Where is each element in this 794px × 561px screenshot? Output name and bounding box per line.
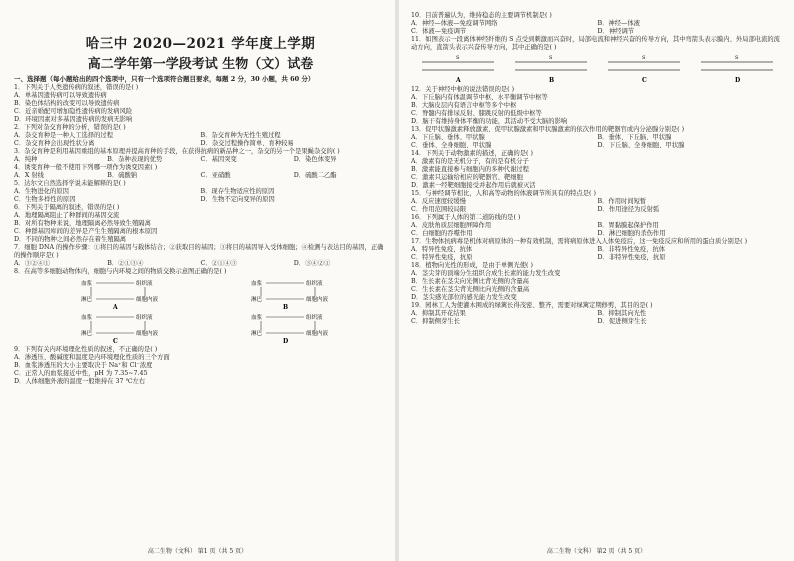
- diagram-term: 血浆: [250, 281, 262, 288]
- diagram-term: 血浆: [80, 281, 92, 288]
- answer-option: A．下丘脑内有体温调节中枢、水平衡调节中枢等: [411, 94, 548, 101]
- diagram-term: 组织液: [135, 315, 153, 322]
- exam-subtitle: 高二学年第一学段考试 生物（文）试卷: [87, 57, 314, 72]
- answer-option: D．脑干有维持身体平衡的功能，其活动不受大脑的影响: [411, 118, 568, 125]
- question-options: [411, 246, 784, 262]
- answer-option: C．亚硝酸: [200, 172, 231, 180]
- answer-option: C．②①④③: [200, 260, 237, 268]
- question-item: [411, 238, 784, 262]
- answer-option: A．茎尖芽的顶端分生组织合成生长素的能力发生改变: [411, 270, 561, 277]
- question-item: [14, 346, 387, 386]
- question-stem: 11．如图表示一段离体神经纤维的 S 点受到刺激而兴奋时，局部电流和神经兴奋的传导方向，其中弯箭头表示膜内、外局部电流的流动方向，直箭头表示兴奋传导方向，其中正确的是( ): [411, 36, 780, 51]
- answer-option: C．基因突变: [200, 156, 237, 164]
- question-stem: 2．下列对杂交育种的分析，错误的是( ): [14, 124, 126, 132]
- answer-option: D．激素一经靶细胞接受并起作用后就被灭活: [411, 182, 536, 189]
- answer-option: C．作用范围较局限: [411, 206, 467, 213]
- question-item: [14, 180, 387, 204]
- nerve-fiber-figure: [604, 54, 684, 84]
- question-options: [411, 270, 784, 302]
- answer-option: D．淋巴细胞的杀伤作用: [597, 230, 666, 237]
- answer-option: C．种群基因库间的差异是产生生殖隔离的根本原因: [14, 228, 158, 236]
- question-stem: 10．目前普遍认为，维持稳态的主要调节机制是( ): [411, 12, 552, 19]
- diagram-option-label: A: [112, 304, 118, 312]
- question-stem: 19．园林工人为使灌木围成的绿篱长得茂密、整齐，需要对绿篱定期修剪，其目的是( ): [411, 302, 653, 309]
- question-options: [14, 132, 387, 148]
- answer-option: A．地理隔离阻止了种群间的基因交流: [14, 212, 120, 220]
- stimulus-point-label: S: [642, 55, 646, 61]
- diagram-term: 细胞内液: [305, 297, 328, 304]
- exchange-diagram-option: [211, 277, 361, 311]
- diagram-term: 细胞内液: [135, 331, 158, 338]
- answer-option: A．皮肤角质层细胞屏障作用: [411, 222, 492, 229]
- figure-option-label: A: [455, 77, 461, 84]
- answer-option: A．X 射线: [14, 172, 44, 180]
- diagram-term: 血浆: [250, 315, 262, 322]
- stimulus-point-label: S: [455, 55, 460, 61]
- section-instructions: 一、选择题（每小题给出的四个选项中，只有一个选项符合题目要求，每题 2 分，30 小题，共 60 分）: [14, 75, 315, 83]
- answer-option: B．杂交育种为无性生殖过程: [200, 132, 281, 140]
- question-stem: 6．下列关于隔离的叙述，错误的是( ): [14, 204, 120, 212]
- diagram-term: 组织液: [135, 281, 153, 288]
- answer-option: B．大脑皮层内有语言中枢等多个中枢: [411, 102, 517, 109]
- question-stem: 7．细胞 DNA 的操作步骤：①将目的基因与载体结合；②获取目的基因；③将目的基因导入受体细胞；④检测与表达目的基因，正确的操作顺序是( ): [14, 244, 384, 260]
- question-item: [14, 148, 387, 164]
- answer-option: A．反应速度较缓慢: [411, 198, 466, 205]
- answer-option: C．抑制侧芽生长: [411, 318, 460, 325]
- answer-option: D．促进侧芽生长: [597, 318, 647, 325]
- diagram-term: 组织液: [305, 281, 323, 288]
- answer-option: A．渗透压、酸碱度和温度是内环境理化性质的三个方面: [14, 354, 170, 362]
- nerve-fiber-figure: [418, 54, 498, 84]
- answer-option: B．神经—体液: [597, 20, 640, 27]
- question-item: [14, 268, 387, 276]
- question-stem: 4．诱变育种一般不使用下列哪一项作为诱变因素( ): [14, 164, 158, 172]
- answer-option: C．体液—免疫调节: [411, 28, 467, 35]
- answer-option: C．生物多样性的原因: [14, 196, 76, 204]
- nerve-fiber-figure: [511, 54, 591, 84]
- exchange-diagram-option: [41, 277, 191, 311]
- question-stem: 17．生物体抗病毒是机体对病原体的一种有效机制，需将病原体进入人体免疫后，这一免疫反应和所用的蛋白质分别是( ): [411, 238, 748, 245]
- answer-option: C．近亲婚配可增加隐性遗传病的发病风险: [14, 108, 133, 116]
- question-item: [411, 190, 784, 214]
- question-stem: 14．下列关于动物激素的描述，正确的是( ): [411, 150, 533, 157]
- question-item: [14, 124, 387, 148]
- answer-option: A．单基因遗传病可以导致遗传病: [14, 92, 107, 100]
- left-question-list: [14, 84, 387, 386]
- answer-option: A．纯种: [14, 156, 38, 164]
- question-item: [14, 164, 387, 180]
- question-options: [411, 222, 784, 238]
- answer-option: B．血浆渗透压的大小主要取决于 Na⁺和 Cl⁻浓度: [14, 362, 153, 370]
- question-item: [411, 302, 784, 326]
- answer-option: A．神经—体液—免疫调节网络: [411, 20, 498, 27]
- question-options: [411, 94, 784, 126]
- answer-option: C．脊髓内有排尿反射、膝跳反射的低级中枢等: [411, 110, 542, 117]
- answer-option: B．②①③④: [107, 260, 144, 268]
- exchange-diagram-option: [41, 311, 191, 345]
- figure-option-label: C: [642, 77, 647, 84]
- answer-option: D．杂交过程操作简单、育种较易: [200, 140, 294, 148]
- diagram-term: 细胞内液: [135, 297, 158, 304]
- answer-option: A．抑制其开花结果: [411, 310, 466, 317]
- left-page: [0, 0, 395, 561]
- answer-option: B．生长素在茎尖向光侧比背光侧的含量高: [411, 278, 529, 285]
- answer-option: B．对所有物种来说，地理隔离必然导致生殖隔离: [14, 220, 151, 228]
- answer-option: B．现存生物适应性的原因: [200, 188, 275, 196]
- answer-option: D．环境因素对多基因遗传病的发病无影响: [14, 116, 133, 124]
- answer-option: A．生物进化的原因: [14, 188, 69, 196]
- question-stem: 5．达尔文自然选择学说未能解释的是( ): [14, 180, 126, 188]
- answer-option: C．正常人的血浆接近中性，pH 为 7.35~7.45: [14, 370, 148, 378]
- diagram-term: 细胞内液: [305, 331, 328, 338]
- right-page: [399, 0, 794, 561]
- question-stem: 1．下列关于人类遗传病的叙述，错误的是( ): [14, 84, 139, 92]
- question-options: [411, 310, 784, 326]
- exchange-diagram-option: [211, 311, 361, 345]
- question-stem: 12．关于神经中枢的说法错误的是( ): [411, 86, 515, 93]
- answer-option: C．白细胞的吞噬作用: [411, 230, 473, 237]
- answer-option: A．杂交育种是一种人工选择的过程: [14, 132, 114, 140]
- question-options: [14, 92, 387, 124]
- answer-option: B．杂种表现的优势: [107, 156, 163, 164]
- right-question-list: [411, 12, 784, 326]
- question-stem: 16．下列属于人体的第二道防线的是( ): [411, 214, 521, 221]
- question-item: [14, 84, 387, 124]
- question-options: [14, 212, 387, 244]
- question-stem: 15．与神经调节相比，人和高等动物的体液调节所具有的特点是( ): [411, 190, 596, 197]
- diagram-term: 淋巴: [250, 297, 262, 304]
- question-item: [411, 262, 784, 302]
- answer-option: C．特异性免疫，抗原: [411, 254, 473, 261]
- nerve-fiber-figures: [411, 54, 784, 84]
- question-stem: 8．在高等多细胞动物体内，细胞与内环境之间的物质交换示意图正确的是( ): [14, 268, 227, 276]
- answer-option: C．垂体、全身细胞、甲状腺: [411, 142, 492, 149]
- answer-option: D．染色体变异: [293, 156, 337, 164]
- answer-option: D．下丘脑、全身细胞、甲状腺: [597, 142, 685, 149]
- question-item: [14, 204, 387, 244]
- answer-option: B．染色体结构的改变可以导致遗传病: [14, 100, 120, 108]
- answer-option: B．垂体、下丘脑、甲状腺: [597, 134, 672, 141]
- answer-option: C．激素只运输给相应的靶器官、靶细胞: [411, 174, 523, 181]
- answer-option: D．不同的物种之间必然存在着生殖隔离: [14, 236, 127, 244]
- answer-option: C．生长素在茎尖背光侧比向光侧的含量高: [411, 286, 530, 293]
- question-options: [411, 198, 784, 214]
- question-stem: 13．促甲状腺激素释放激素、促甲状腺激素和甲状腺激素的依次作用的靶器官或内分泌腺分别是( ): [411, 126, 685, 133]
- answer-option: D．硫酸二乙酯: [293, 172, 337, 180]
- answer-option: A．激素有的是无机分子，有的是有机分子: [411, 158, 529, 165]
- question-item: [411, 150, 784, 190]
- diagram-term: 淋巴: [80, 297, 92, 304]
- answer-option: D．人体细胞外液的温度一般维持在 37 ℃左右: [14, 378, 146, 386]
- question-options: [411, 20, 784, 36]
- question-item: [411, 86, 784, 126]
- diagram-term: 淋巴: [250, 331, 262, 338]
- question-item: [411, 214, 784, 238]
- question-options: [411, 134, 784, 150]
- question-item: [411, 12, 784, 36]
- figure-option-label: B: [548, 77, 554, 84]
- answer-option: D．生物不定向变异的原因: [200, 196, 275, 204]
- question-options: [411, 158, 784, 190]
- answer-option: D．作用途径为反射弧: [597, 206, 660, 213]
- page-footer: 高二生物（文科） 第2 页（共 5 页）: [546, 548, 647, 555]
- question-item: [14, 244, 387, 268]
- diagram-term: 淋巴: [80, 331, 92, 338]
- question-options: [14, 260, 387, 268]
- page-footer: 高二生物（文科） 第1 页（共 5 页）: [147, 548, 248, 555]
- answer-option: D．③④②①: [293, 260, 331, 268]
- nerve-fiber-figure: [697, 54, 777, 84]
- answer-option: B．作用时间短暂: [597, 198, 647, 205]
- stimulus-point-label: S: [548, 55, 553, 61]
- answer-option: C．杂交育种会出现性状分离: [14, 140, 95, 148]
- answer-option: A．下丘脑、垂体、甲状腺: [411, 134, 485, 141]
- diagram-term: 血浆: [80, 315, 92, 322]
- exchange-diagram: [31, 277, 371, 345]
- diagram-option-label: B: [282, 304, 288, 312]
- diagram-term: 组织液: [305, 315, 323, 322]
- stimulus-point-label: S: [735, 55, 739, 61]
- exam-title: 哈三中 2020—2021 学年度上学期: [85, 36, 316, 52]
- answer-option: B．抑制其向光性: [597, 310, 647, 317]
- question-options: [14, 354, 387, 386]
- answer-option: D．神经调节: [597, 28, 635, 35]
- answer-option: B．硫酸钠: [107, 172, 138, 180]
- diagram-option-label: D: [282, 338, 288, 346]
- answer-option: D．茎尖感光部位的感光能力发生改变: [411, 294, 517, 301]
- answer-option: B．胃黏膜起保护作用: [597, 222, 659, 229]
- question-stem: 3．杂交育种是利用基因重组的基本原理并提高育种的手段，在获得抗病的新品种之一，杂交的另一个是果蝇杂交的( ): [14, 148, 340, 156]
- question-stem: 9．下列有关内环境理化性质的叙述，不正确的是( ): [14, 346, 158, 354]
- answer-option: A．特异性免疫，抗体: [411, 246, 473, 253]
- question-options: [14, 188, 387, 204]
- question-options: [14, 172, 387, 180]
- diagram-option-label: C: [112, 338, 118, 346]
- question-item: [411, 126, 784, 150]
- answer-option: B．激素能直接参与细胞内的多种代谢过程: [411, 166, 529, 173]
- question-options: [14, 156, 387, 164]
- question-item: [411, 36, 784, 52]
- figure-option-label: D: [735, 77, 741, 84]
- answer-option: B．非特异性免疫，抗体: [597, 246, 666, 253]
- answer-option: A．③②④①: [14, 260, 51, 268]
- question-stem: 18．植物向光性的形成，是由于单侧光使( ): [411, 262, 533, 269]
- answer-option: D．非特异性免疫，抗原: [597, 254, 666, 261]
